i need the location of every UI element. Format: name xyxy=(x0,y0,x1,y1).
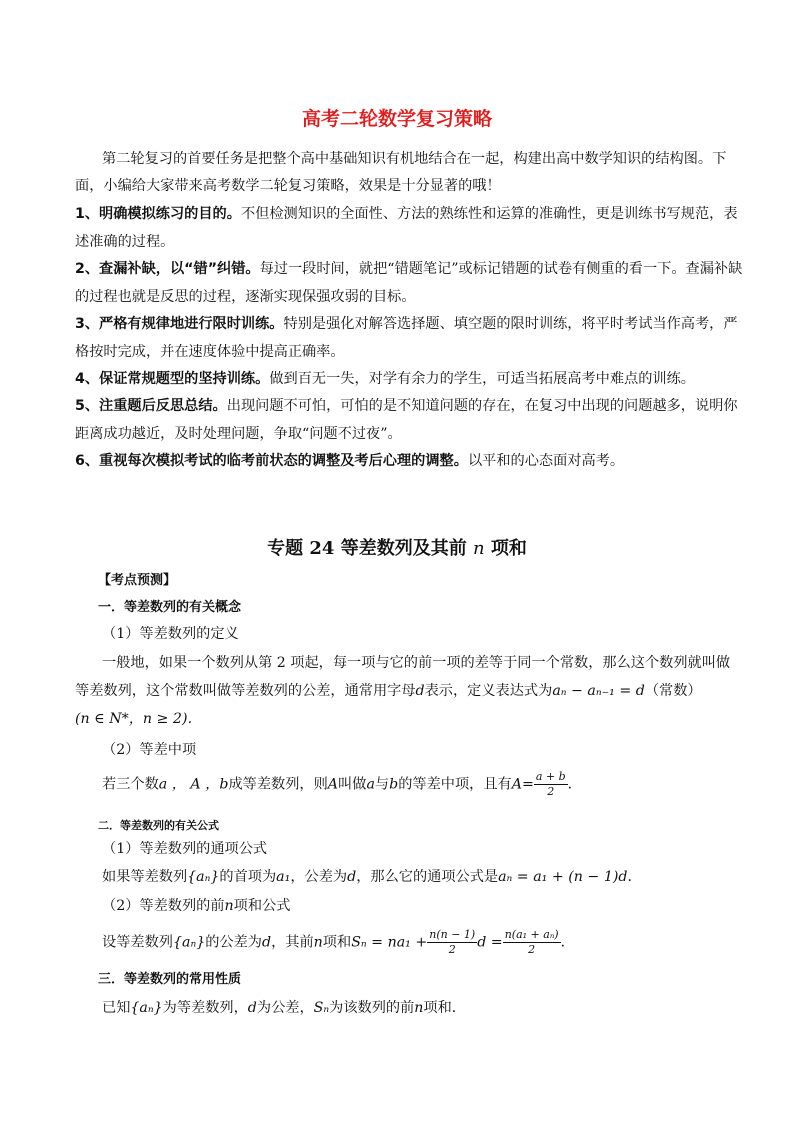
sum-line: 设等差数列{aₙ}的公差为d，其前n项和Sₙ = na₁ + $\frac{n(n - 1)}{2}$ d = $\frac{\text{n(a₁ + aₙ)}}{2}$ ． xyxy=(102,928,575,956)
sec2-2b: 项和公式 xyxy=(233,898,291,914)
section-title xyxy=(0,534,794,560)
def-line-2a: 等差数列，这个常数叫做等差数列的公差，通常用字母 xyxy=(75,683,416,699)
item-1-line-1 xyxy=(75,201,738,229)
sum-formula-lhs: Sₙ = na₁ + xyxy=(351,934,428,951)
item-5-text: 出现问题不可怕，可怕的是不知道问题的存在，在复习中出现的问题越多，说明你 xyxy=(226,398,738,414)
def-line-2b: 表示，定义表达式为 xyxy=(424,683,553,699)
sec1-heading: 一．等差数列的有关概念 xyxy=(98,600,242,615)
def-formula: aₙ − aₙ₋₁ = d xyxy=(552,683,645,699)
item-5-line-2: 距离成功越近，及时处理问题，争取“问题不过夜”。 xyxy=(75,426,402,442)
sum-formula-mid: d = xyxy=(477,934,503,951)
prop-e: 为该数列的前 xyxy=(329,1000,415,1016)
section-title-suffix: 项和 xyxy=(484,538,527,559)
mid-b: b xyxy=(389,776,399,793)
item-3-text: 特别是强化对解答选择题、填空题的限时训练，将平时考试当作高考，严 xyxy=(283,316,738,332)
mid-fraction xyxy=(534,770,568,799)
gen-seq: {aₙ} xyxy=(187,869,220,885)
mid-vars: a ， A ，b xyxy=(158,776,229,793)
item-5-head: 5、注重题后反思总结。 xyxy=(75,398,227,414)
item-3-line-2: 格按时完成，并在速度体验中提高正确率。 xyxy=(75,344,345,360)
item-2-line-2: 的过程也就是反思的过程，逐渐实现保强攻弱的目标。 xyxy=(75,289,416,305)
prop-n: n xyxy=(414,1000,424,1016)
mid-formula-lhs: A= xyxy=(511,776,534,793)
sec3-heading: 三．等差数列的常用性质 xyxy=(98,972,242,987)
item-4-head: 4、保证常规题型的坚持训练。 xyxy=(75,371,270,387)
item-1-line-2: 述准确的过程。 xyxy=(75,234,175,250)
item-4-text: 做到百无一失，对学有余力的学生，可适当拓展高考中难点的训练。 xyxy=(269,371,695,387)
sum-seq: {aₙ} xyxy=(172,934,206,951)
page-title: 高考二轮数学复习策略 xyxy=(301,108,492,130)
def-d: d xyxy=(415,683,425,699)
prop-f: 项和． xyxy=(423,1000,466,1016)
sum-frac1-den: 2 xyxy=(448,943,456,956)
mid-line: 若三个数a ， A ，b成等差数列，则A叫做a与b的等差中项，且有A= $\frac{a + b}{2}$ ． xyxy=(102,770,582,798)
def-line-2c: （常数） xyxy=(644,683,702,699)
sum-frac1-num: n(n − 1) xyxy=(429,928,476,941)
item-6-head: 6、重视每次模拟考试的临考前状态的调整及考后心理的调整。 xyxy=(75,453,468,469)
prop-S: Sₙ xyxy=(313,1000,330,1016)
intro-line-2: 面，小编给大家带来高考数学二轮复习策略，效果是十分显著的哦！ xyxy=(75,178,501,194)
gen-b: 的首项为 xyxy=(219,869,277,885)
item-1-head: 1、明确模拟练习的目的。 xyxy=(75,206,241,222)
def-line-1: 一般地，如果一个数列从第 2 项起，每一项与它的前一项的差等于同一个常数，那么这个数列就叫做 xyxy=(102,655,731,671)
sum-b: 的公差为 xyxy=(205,934,262,951)
item-2-text: 每过一段时间，就把“错题笔记”或标记错题的试卷有侧重的看一下。查漏补缺 xyxy=(259,261,743,277)
gen-d: d xyxy=(347,869,357,885)
section-title-n: n xyxy=(472,538,485,559)
gen-c: ，公差为 xyxy=(290,869,348,885)
mid-frac-den: 2 xyxy=(547,785,555,798)
mid-text-c: 叫做 xyxy=(338,776,367,793)
sec2-heading: 二．等差数列的有关公式 xyxy=(98,819,219,832)
mid-A: A xyxy=(327,776,339,793)
sec2-2n: n xyxy=(224,898,234,914)
prop-seq: {aₙ} xyxy=(130,1000,163,1016)
intro-line-1: 第二轮复习的首要任务是把整个高中基础知识有机地结合在一起，构建出高中数学知识的结构图。下 xyxy=(102,151,727,167)
mid-text-a: 若三个数 xyxy=(102,776,159,793)
mid-text-d: 与 xyxy=(374,776,390,793)
kaodian-label: 【考点预测】 xyxy=(98,573,177,588)
def-line-2 xyxy=(75,678,702,706)
sum-frac2-den: 2 xyxy=(528,943,536,956)
mid-frac-num: a + b xyxy=(535,770,566,783)
sum-fraction-2 xyxy=(503,928,561,957)
sum-fraction-1 xyxy=(427,928,477,957)
sec1-2-heading: （2）等差中项 xyxy=(102,742,197,758)
prop-b: 为等差数列， xyxy=(162,1000,248,1016)
item-2-line-1 xyxy=(75,256,742,284)
gen-formula: aₙ = a₁ + (n − 1)d xyxy=(498,869,628,885)
sum-d2: 项和 xyxy=(322,934,352,951)
sum-c: ，其前 xyxy=(271,934,314,951)
item-6-line-1 xyxy=(75,448,624,476)
sum-d: d xyxy=(261,934,272,951)
prop-a: 已知 xyxy=(102,1000,131,1016)
item-3-line-1 xyxy=(75,311,738,339)
sec2-1-heading: （1）等差数列的通项公式 xyxy=(102,841,268,857)
item-5-line-1 xyxy=(75,393,738,421)
mid-text-b: 成等差数列，则 xyxy=(228,776,328,793)
prop-line xyxy=(102,995,466,1023)
prop-d: d xyxy=(247,1000,257,1016)
item-1-text: 不但检测知识的全面性、方法的熟练性和运算的准确性，更是训练书写规范，表 xyxy=(240,206,738,222)
sec2-2a: （2）等差数列的前 xyxy=(102,898,225,914)
sec1-1-heading: （1）等差数列的定义 xyxy=(102,626,239,642)
gen-a1: a₁ xyxy=(276,869,291,885)
item-4-line-1 xyxy=(75,366,695,394)
sum-frac2-num: n(a₁ + aₙ) xyxy=(504,928,559,941)
sec2-2-heading xyxy=(102,893,290,921)
gen-e: ，那么它的通项公式是 xyxy=(356,869,499,885)
sum-n: n xyxy=(313,934,323,951)
mid-a: a xyxy=(366,776,375,793)
item-3-head: 3、严格有规律地进行限时训练。 xyxy=(75,316,284,332)
item-6-text: 以平和的心态面对高考。 xyxy=(467,453,625,469)
def-line-3: (n ∈ N*，n ≥ 2)． xyxy=(75,711,202,727)
gen-a: 如果等差数列 xyxy=(102,869,188,885)
item-2-head: 2、查漏补缺，以“错”纠错。 xyxy=(75,261,260,277)
sum-a: 设等差数列 xyxy=(102,934,173,951)
mid-text-e: 的等差中项，且有 xyxy=(398,776,512,793)
prop-c: 为公差， xyxy=(256,1000,314,1016)
gen-line: 如果等差数列{aₙ}的首项为a₁，公差为d，那么它的通项公式是aₙ = a₁ + (n − 1)d． xyxy=(102,869,642,885)
section-title-text: 专题 24 等差数列及其前 xyxy=(267,538,473,559)
